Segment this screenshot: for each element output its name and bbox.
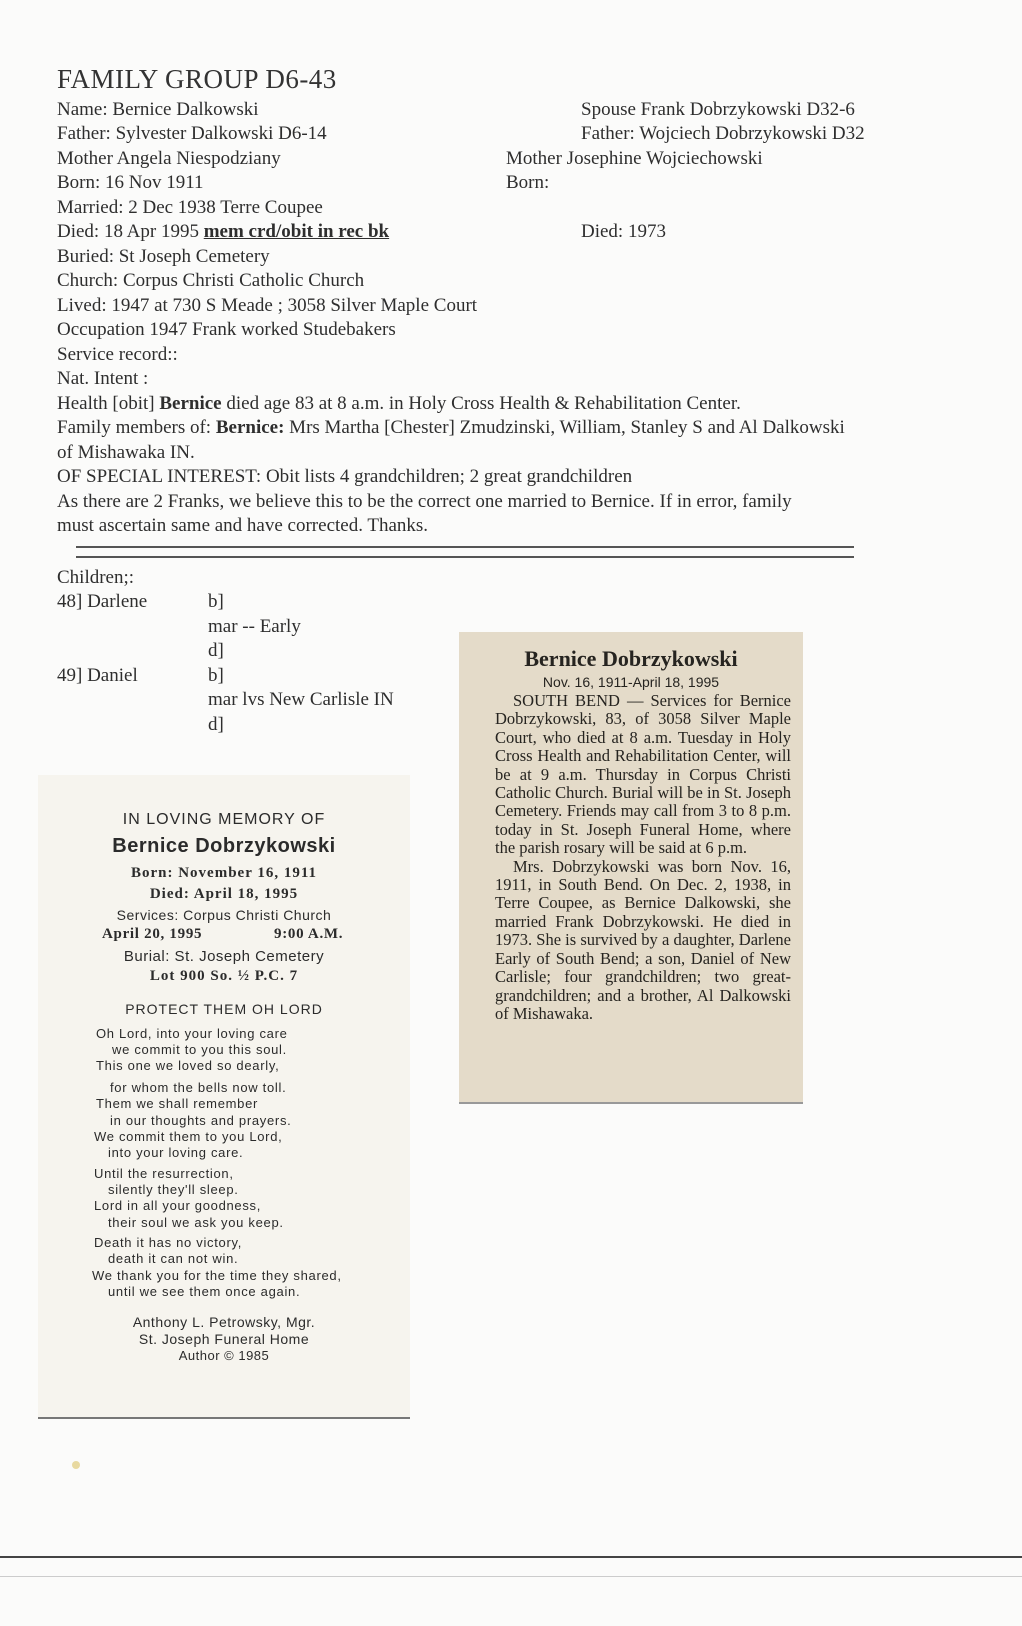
- nat-intent-line: Nat. Intent :: [57, 368, 149, 389]
- memorial-card-link: mem crd/obit in rec bk: [203, 221, 390, 242]
- poem-line: silently they'll sleep.: [108, 1182, 239, 1197]
- poem-line: We thank you for the time they shared,: [92, 1268, 342, 1283]
- died-line: [57, 220, 389, 244]
- poem-line: Death it has no victory,: [94, 1235, 243, 1250]
- poem-line: Them we shall remember: [96, 1096, 259, 1111]
- children-heading: Children;:: [57, 567, 135, 588]
- bottom-rule: [0, 1556, 1022, 1558]
- section-separator: [76, 546, 854, 558]
- child-49-died: d]: [208, 714, 224, 735]
- family-text: Mrs Martha [Chester] Zmudzinski, William, Stanley S and Al Dalkowski: [284, 417, 845, 438]
- health-name: Bernice: [159, 393, 222, 414]
- health-line: [57, 392, 741, 416]
- child-49-born: b]: [208, 665, 224, 686]
- married-line: Married: 2 Dec 1938 Terre Coupee: [57, 197, 323, 218]
- poem-line: into your loving care.: [108, 1145, 244, 1160]
- spouse-line: Spouse Frank Dobrzykowski D32-6: [581, 99, 855, 120]
- poem-line: for whom the bells now toll.: [110, 1080, 287, 1095]
- family-name: Bernice:: [215, 417, 285, 438]
- poem-line: until we see them once again.: [108, 1284, 301, 1299]
- card-footer-author: Author © 1985: [178, 1348, 270, 1363]
- buried-line: Buried: St Joseph Cemetery: [57, 246, 270, 267]
- note-line-2: must ascertain same and have corrected. Thanks.: [57, 515, 429, 536]
- poem-line: in our thoughts and prayers.: [110, 1113, 292, 1128]
- clipping-headline: Bernice Dobrzykowski: [524, 646, 738, 671]
- health-label: Health [obit]: [57, 393, 160, 414]
- clipping-paragraph: Mrs. Dobrzykowski was born Nov. 16, 1911, in South Bend. On Dec. 2, 1938, in Terre Coupee, as Bernice Dalkowski, she married Frank Dobrzykowski. He died in 1973. She is survived by a daughter, Darlene Early of South Bend; a son, Daniel of New Carlisle; four grandchildren; two great-grandchildren; and a brother, Al Dalkowski of Mishawaka.: [495, 856, 791, 1023]
- card-born: Born: November 16, 1911: [130, 865, 318, 881]
- father-line: Father: Sylvester Dalkowski D6-14: [57, 123, 327, 144]
- clipping-dates: Nov. 16, 1911-April 18, 1995: [542, 674, 720, 690]
- spouse-father-line: Father: Wojciech Dobrzykowski D32: [581, 123, 865, 144]
- family-members-line: [57, 416, 845, 440]
- card-heading: IN LOVING MEMORY OF: [122, 811, 326, 828]
- poem-line: Until the resurrection,: [94, 1166, 234, 1181]
- special-interest-line: OF SPECIAL INTEREST: Obit lists 4 grandchildren; 2 great grandchildren: [57, 466, 633, 487]
- card-burial: Burial: St. Joseph Cemetery: [123, 948, 325, 965]
- poem-line: Oh Lord, into your loving care: [96, 1026, 288, 1041]
- family-label: Family members of:: [57, 417, 216, 438]
- card-services: Services: Corpus Christi Church: [116, 907, 332, 923]
- mother-line: Mother Angela Niespodziany: [57, 148, 281, 169]
- died-text: Died: 18 Apr 1995: [57, 221, 204, 242]
- card-footer-manager: Anthony L. Petrowsky, Mgr.: [132, 1314, 316, 1330]
- poem-line: This one we loved so dearly,: [96, 1058, 280, 1073]
- poem-line: their soul we ask you keep.: [108, 1215, 284, 1230]
- child-48-married: mar -- Early: [208, 616, 301, 637]
- poem-line: We commit them to you Lord,: [94, 1129, 283, 1144]
- poem-line: Lord in all your goodness,: [94, 1198, 262, 1213]
- paper-speck: [72, 1461, 80, 1469]
- health-text: died age 83 at 8 a.m. in Holy Cross Health & Rehabilitation Center.: [221, 393, 741, 414]
- lived-line: Lived: 1947 at 730 S Meade ; 3058 Silver Maple Court: [57, 295, 478, 316]
- child-49-name: 49] Daniel: [57, 665, 138, 686]
- memorial-card: [38, 775, 410, 1419]
- page-title: FAMILY GROUP D6-43: [57, 64, 337, 94]
- church-line: Church: Corpus Christi Catholic Church: [57, 270, 365, 291]
- poem-line: we commit to you this soul.: [112, 1042, 287, 1057]
- obituary-clipping: [459, 632, 803, 1104]
- child-48-name: 48] Darlene: [57, 591, 148, 612]
- spouse-died-line: Died: 1973: [581, 221, 666, 242]
- card-lot: Lot 900 So. ½ P.C. 7: [149, 968, 299, 984]
- card-protect-heading: PROTECT THEM OH LORD: [125, 1001, 323, 1017]
- spouse-born-line: Born:: [506, 172, 550, 193]
- card-footer-funeral-home: St. Joseph Funeral Home: [138, 1331, 310, 1347]
- born-line: Born: 16 Nov 1911: [57, 172, 204, 193]
- name-line: Name: Bernice Dalkowski: [57, 99, 259, 120]
- clipping-paragraph: SOUTH BEND — Services for Bernice Dobrzykowski, 83, of 3058 Silver Maple Court, who died at 8 a.m. Tuesday in Holy Cross Health and Rehabilitation Center, will be at 9 a.m. Thursday in Corpus Christi Catholic Church. Burial will be in St. Joseph Cemetery. Friends may call from 3 to 8 p.m. today in St. Joseph Funeral Home, where the parish rosary will be said at 6 p.m.: [495, 691, 791, 858]
- card-died: Died: April 18, 1995: [149, 886, 299, 902]
- card-date: April 20, 1995: [102, 926, 203, 942]
- spouse-mother-line: Mother Josephine Wojciechowski: [506, 148, 763, 169]
- card-time: 9:00 A.M.: [274, 926, 344, 942]
- note-line-1: As there are 2 Franks, we believe this to be the correct one married to Bernice. If in error, family: [57, 491, 792, 512]
- service-record-line: Service record::: [57, 344, 178, 365]
- child-48-died: d]: [208, 640, 224, 661]
- poem-line: death it can not win.: [108, 1251, 239, 1266]
- child-49-married: mar lvs New Carlisle IN: [208, 689, 394, 710]
- card-name: Bernice Dobrzykowski: [112, 835, 336, 857]
- child-48-born: b]: [208, 591, 224, 612]
- clipping-body: [495, 692, 791, 1023]
- bottom-rule-faint: [0, 1576, 1022, 1577]
- occupation-line: Occupation 1947 Frank worked Studebakers: [57, 319, 396, 340]
- family-members-line2: of Mishawaka IN.: [57, 442, 195, 463]
